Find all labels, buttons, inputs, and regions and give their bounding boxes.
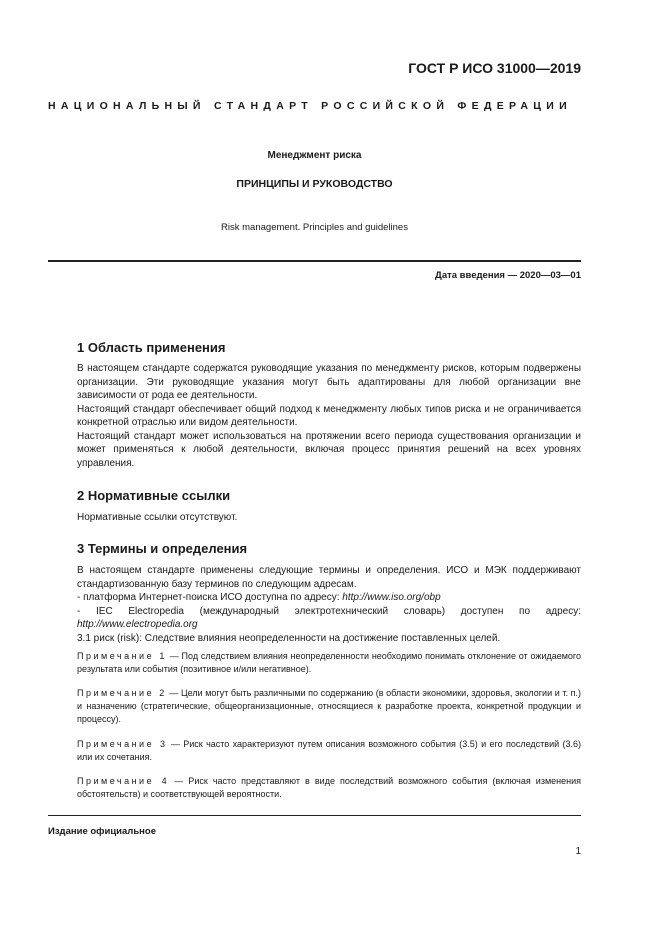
note-label: Примечание 1 [77, 651, 167, 661]
section-1-body [77, 362, 581, 470]
note-2 [77, 687, 581, 726]
section-2-body [77, 511, 581, 525]
section-1-paragraph: Настоящий стандарт может использоваться на протяжении всего периода существования организации и может применяться к любой деятельности, включая процесс принятия решений на всех уровнях управления. [77, 430, 581, 469]
iec-electropedia-link[interactable]: http://www.electropedia.org [77, 619, 198, 630]
page-number: 1 [575, 846, 581, 857]
iso-platform-text: - платформа Интернет-поиска ИСО доступна по адресу: [77, 592, 340, 603]
introduction-date: Дата введения — 2020—03—01 [435, 270, 581, 281]
official-edition-label: Издание официальное [48, 826, 156, 837]
english-title: Risk management. Principles and guidelines [221, 222, 408, 233]
section-1-paragraph: Настоящий стандарт обеспечивает общий подход к менеджменту любых типов риска и не ограничивается конкретной отраслью или видом деятельности. [77, 403, 581, 428]
note-text: — Риск часто представляют в виде последствий возможного события (включая изменения обстоятельств) и соответствующей вероятности. [77, 776, 581, 799]
note-label: Примечание 2 [77, 688, 167, 698]
footer-divider [48, 815, 581, 816]
section-1-heading: 1 Область применения [77, 340, 226, 355]
note-text: — Под следствием влияния неопределенности необходимо понимать отклонение от ожидаемого результата или события (позитивное и/или негативное). [77, 651, 581, 674]
section-1-paragraph: В настоящем стандарте содержатся руководящие указания по менеджменту рисков, которым подвержены организации. Эти руководящие указания могут быть адаптированы для любой организации вне зависимости от рода ее деятельности. [77, 363, 581, 401]
section-3-paragraph: В настоящем стандарте применены следующие термины и определения. ИСО и МЭК поддерживают стандартизованную базу терминов по следующим адресам. [77, 565, 581, 590]
national-standard-banner: НАЦИОНАЛЬНЫЙ СТАНДАРТ РОССИЙСКОЙ ФЕДЕРАЦИИ [48, 100, 572, 112]
header-divider [48, 260, 581, 262]
iec-electropedia-text: - IEC Electropedia (международный электротехнический словарь) доступен по адресу: [77, 605, 581, 617]
section-2-heading: 2 Нормативные ссылки [77, 488, 231, 503]
note-text: — Цели могут быть различными по содержанию (в области экономики, здоровья, экологии и т. п.) и назначению (стратегические, общеорганизационные, относящиеся к разработке проекта, конкретной продукции и процессу). [77, 688, 581, 724]
section-3-heading: 3 Термины и определения [77, 541, 248, 556]
term-risk-definition: 3.1 риск (risk): Следствие влияния неопределенности на достижение поставленных целей. [77, 632, 501, 644]
note-4 [77, 775, 581, 801]
note-label: Примечание 3 [77, 739, 168, 749]
iec-electropedia-line [77, 605, 581, 632]
standard-title: ПРИНЦИПЫ И РУКОВОДСТВО [236, 178, 393, 190]
section-2-paragraph: Нормативные ссылки отсутствуют. [77, 512, 238, 523]
iso-platform-line [77, 591, 581, 605]
standard-subject: Менеджмент риска [267, 150, 362, 161]
document-number: ГОСТ Р ИСО 31000—2019 [408, 60, 581, 76]
note-text: — Риск часто характеризуют путем описания возможного события (3.5) и его последствий (3.6) или их сочетания. [77, 739, 582, 762]
note-label: Примечание 4 [77, 776, 170, 786]
note-3 [77, 738, 581, 764]
note-1 [77, 650, 581, 676]
iso-platform-link[interactable]: http://www.iso.org/obp [342, 592, 441, 603]
section-3-body [77, 564, 581, 645]
